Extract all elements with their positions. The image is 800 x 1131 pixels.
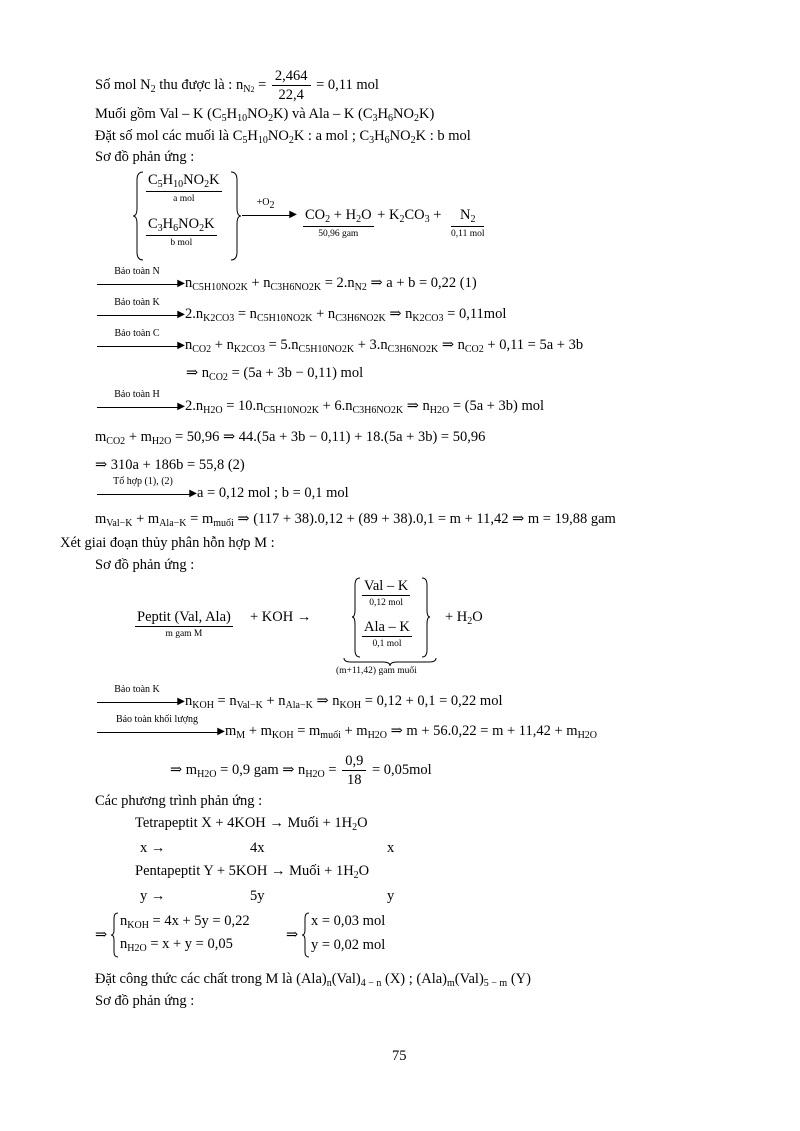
o2-arrow: +O2 ▶	[242, 206, 297, 223]
eq-combine: Tổ hợp (1), (2) ▶ a = 0,12 mol ; b = 0,1 mol	[97, 485, 349, 502]
line-salts: Muối gồm Val – K $(C_5H_{10}NO_2K)$ và Ala – K $(C_3H_6NO_2K)$	[95, 106, 435, 124]
eq-water: ⇒ $m_{H2O} = 0,9$ gam ⇒ $n_{H2O}$ = $\frac{0,9}{18}$ = 0,05mol	[170, 753, 432, 789]
line-set-moles: Đặt số mol các muối là $C_5H_{10}NO_2K$ : a mol ; $C_3H_6NO_2K$ : b mol	[95, 128, 471, 146]
page-number: 75	[392, 1048, 407, 1064]
eq-2: ⇒ 310a + 186b = 55,8 (2)	[95, 457, 245, 473]
eq-koh: Bảo toàn K ▶ $n_{KOH} = n_{Val-K} + n_{Ala-K}$ ⇒ $n_{KOH} = 0,12 + 0,1 = 0,22$ mol	[97, 693, 502, 712]
fraction: $\frac{2,464}{22,4}$	[272, 67, 311, 104]
scheme-title-2: Sơ đồ phản ứng :	[95, 557, 195, 573]
scheme-title-3: Sơ đồ phản ứng :	[95, 993, 195, 1009]
eq-salt-mass: $m_{Val-K} + m_{Ala-K} = m_{muối}$ ⇒ (117 + 38).0,12 + (89 + 38).0,1 = m + 11,42 ⇒ m = 19,88 gam	[95, 511, 616, 529]
eq-conservation-h: Bảo toàn H ▶ $2.n_{H2O} = 10.n_{C5H10NO2K} + 6.n_{C3H6NO2K}$ ⇒ $n_{H2O} = (5a + 3b)$ mol	[97, 398, 544, 417]
eq-conservation-c: Bảo toàn C ▶ $n_{CO2} + n_{K2CO3} = 5.n_{C5H10NO2K} + 3.n_{C3H6NO2K}$ ⇒ $n_{CO2} + 0,11 = 5a + 3b$	[97, 337, 583, 356]
eq-mass-conservation: Bảo toàn khối lượng ▶ $m_M + m_{KOH} = m_{muối} + m_{H2O}$ ⇒ $m + 56.0,22 = m + 11,42 + m_{H2O}$	[97, 723, 597, 742]
reaction-1: Tetrapeptit X + 4KOH → Muối + $1H_2O$	[135, 815, 368, 833]
eq-conservation-n: Bảo toàn N ▶ $n_{C5H10NO2K} + n_{C3H6NO2K} = 2.n_{N2}$ ⇒ a + b = 0,22 (1)	[97, 275, 477, 294]
line-n2-moles: Số mol $N_2$ thu được là : $n_{N2}$ = $\frac{2,464}{22,4}$ = 0,11 mol	[95, 68, 379, 104]
line-formula: Đặt công thức các chất trong M là $(Ala)_n(Val)_{4 - n}$ (X) ; $(Ala)_m(Val)_{5 - m}$ (Y)	[95, 971, 531, 989]
reaction-2: Pentapeptit Y + 5KOH → Muối + $1H_2O$	[135, 863, 370, 881]
reactions-title: Các phương trình phản ứng :	[95, 793, 263, 809]
section-hydrolysis: Xét giai đoạn thủy phân hỗn hợp M :	[60, 535, 275, 551]
eq-co2: ⇒ $n_{CO2} = (5a + 3b - 0,11)$ mol	[186, 365, 364, 383]
scheme-title-1: Sơ đồ phản ứng :	[95, 149, 195, 165]
eq-mass-sum: $m_{CO2} + m_{H2O} = 50,96$ ⇒ 44.(5a + 3b − 0,11) + 18.(5a + 3b) = 50,96	[95, 429, 486, 447]
eq-conservation-k: Bảo toàn K ▶ $2.n_{K2CO3} = n_{C5H10NO2K} + n_{C3H6NO2K}$ ⇒ $n_{K2CO3} = 0,11mol$	[97, 306, 506, 325]
